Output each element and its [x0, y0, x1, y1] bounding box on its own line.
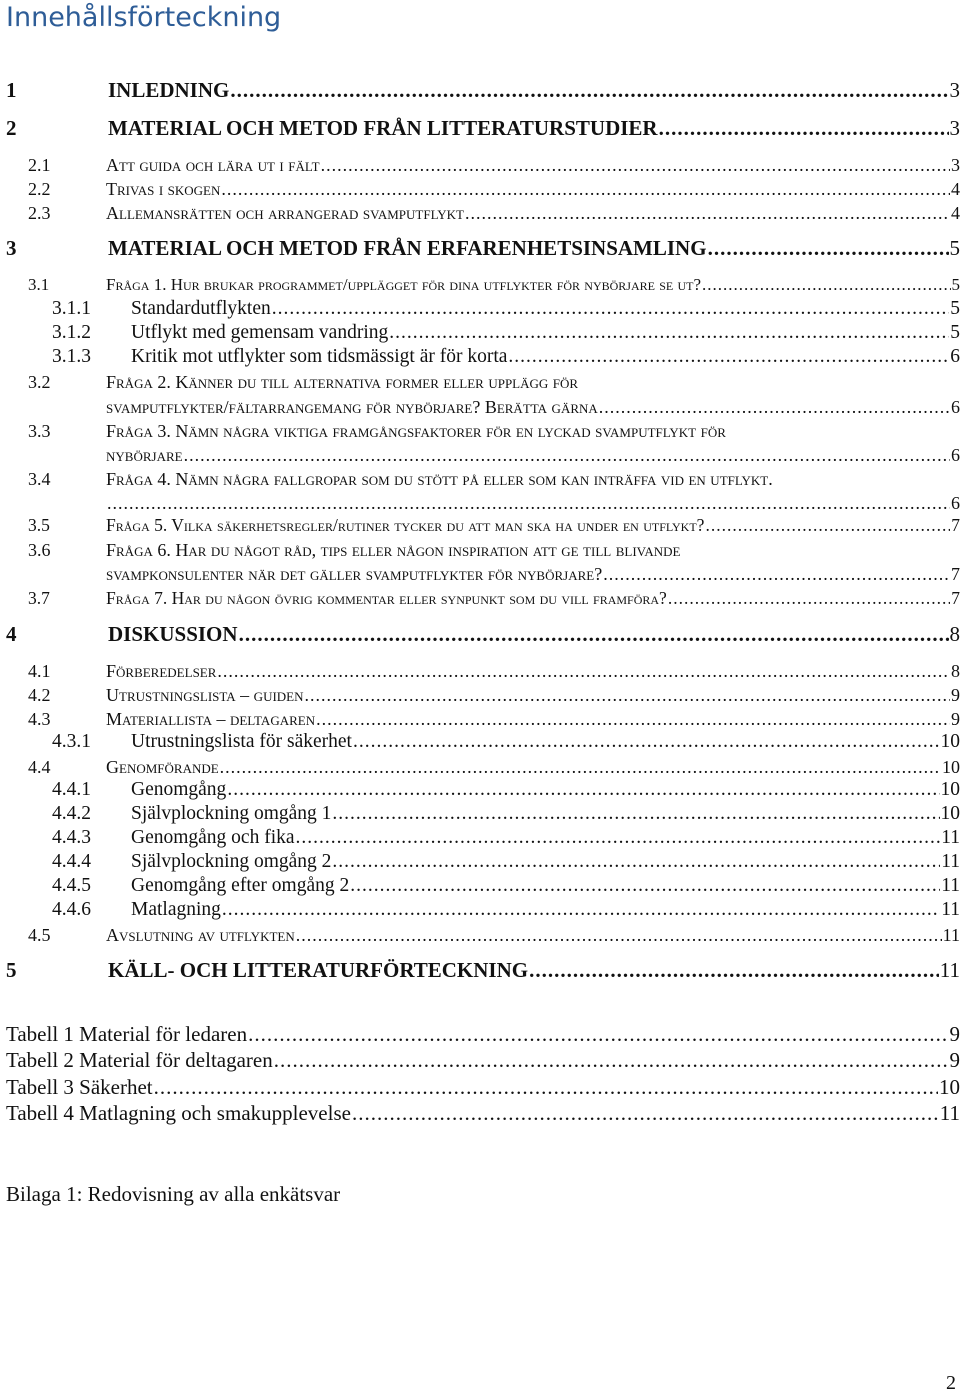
page-number: 2	[946, 1372, 956, 1394]
toc-entry-title: KÄLL- OCH LITTERATURFÖRTECKNING	[108, 958, 529, 982]
dot-leader	[296, 925, 942, 946]
toc-entry-page: 6	[951, 445, 960, 465]
dot-leader	[321, 155, 950, 176]
toc-entry-title: Fråga 5. Vilka säkerhetsregler/rutiner tycker du att man ska ha under en utflykt?	[106, 515, 705, 535]
toc-entry-number: 2.1	[28, 155, 51, 175]
toc-entry-title-continued: svampkonsulenter när det gäller svamputflykter för nybörjare?	[106, 564, 603, 584]
dot-leader	[220, 757, 941, 778]
table-entry-page: 9	[949, 1048, 960, 1072]
toc-entry-4-5[interactable]	[0, 925, 960, 946]
toc-entry-page: 5	[950, 322, 960, 343]
toc-entry-title: Fråga 4. Nämn några fallgropar som du stött på eller som kan inträffa vid en utflykt.	[106, 469, 773, 489]
toc-entry-number: 3.1.2	[52, 322, 91, 343]
dot-leader	[217, 661, 950, 682]
dot-leader	[272, 298, 950, 320]
toc-entry-number: 4.3.1	[52, 731, 91, 752]
toc-entry-number: 4.4.5	[52, 875, 91, 896]
dot-leader	[227, 779, 939, 801]
toc-entry-number: 4.4.1	[52, 779, 91, 800]
table-list-entry-2[interactable]	[0, 1048, 960, 1073]
toc-entry-page: 7	[951, 588, 960, 608]
toc-entry-page: 8	[951, 661, 960, 681]
dot-leader	[296, 827, 941, 849]
toc-entry-number: 3.5	[28, 515, 50, 535]
toc-entry-title: Utrustningslista – guiden	[106, 685, 304, 705]
toc-entry-page: 6	[951, 493, 960, 513]
toc-entry-title: Allemansrätten och arrangerad svamputflykt	[106, 203, 464, 223]
dot-leader	[154, 1075, 938, 1100]
toc-entry-title: Standardutflykten	[131, 298, 271, 319]
dot-leader	[705, 515, 950, 536]
toc-entry-page: 11	[941, 899, 960, 920]
table-entry-page: 10	[939, 1075, 960, 1099]
toc-entry-page: 11	[941, 851, 960, 872]
toc-entry-4[interactable]	[0, 622, 960, 647]
toc-entry-title: Trivas i skogen	[106, 179, 221, 199]
toc-entry-number: 4.4	[28, 757, 51, 777]
toc-entry-number: 3.6	[28, 540, 51, 560]
table-entry-title: Tabell 2 Material för deltagaren	[6, 1048, 273, 1072]
toc-entry-4-3[interactable]	[0, 709, 960, 730]
toc-entry-title: Att guida och lära ut i fält	[106, 155, 320, 175]
toc-entry-title-continued: nybörjare	[106, 445, 183, 465]
toc-entry-page: 10	[940, 731, 960, 752]
toc-entry-page: 4	[951, 203, 960, 223]
toc-entry-3-5[interactable]	[0, 515, 960, 536]
toc-entry-2-2[interactable]	[0, 179, 960, 200]
appendix-line: Bilaga 1: Redovisning av alla enkätsvar	[6, 1182, 341, 1206]
toc-entry-title: Genomförande	[106, 757, 219, 777]
toc-entry-2-1[interactable]	[0, 155, 960, 176]
toc-entry-page: 11	[939, 958, 960, 982]
dot-leader	[305, 685, 950, 706]
toc-entry-4-1[interactable]	[0, 661, 960, 682]
toc-entry-page: 3	[949, 78, 960, 102]
toc-entry-page: 5	[950, 298, 960, 319]
table-list-entry-1[interactable]	[0, 1022, 960, 1047]
table-entry-page: 11	[939, 1101, 960, 1125]
toc-entry-number: 4.3	[28, 709, 51, 729]
toc-entry-4-4-5[interactable]	[0, 875, 960, 897]
dot-leader	[222, 899, 940, 921]
toc-entry-title: Fråga 2. Känner du till alternativa former eller upplägg för	[106, 372, 579, 392]
toc-entry-number: 4.4.4	[52, 851, 91, 872]
toc-entry-number: 4.1	[28, 661, 51, 681]
toc-entry-number: 3.1.3	[52, 346, 91, 367]
toc-entry-number: 3.4	[28, 469, 51, 489]
dot-leader	[353, 731, 940, 753]
dot-leader	[184, 445, 950, 466]
toc-entry-title: Självplockning omgång 1	[131, 803, 332, 824]
toc-entry-number: 3	[6, 236, 17, 260]
toc-entry-page: 11	[942, 925, 960, 945]
toc-entry-title-continued: svamputflykter/fältarrangemang för nybörjare? Berätta gärna	[106, 397, 598, 417]
toc-entry-2-3[interactable]	[0, 203, 960, 224]
toc-entry-page: 3	[949, 116, 960, 140]
toc-entry-title: Genomgång efter omgång 2	[131, 875, 350, 896]
toc-entry-4-4[interactable]	[0, 757, 960, 778]
toc-entry-page: 11	[941, 827, 960, 848]
toc-entry-4-4-3[interactable]	[0, 827, 960, 849]
toc-entry-page: 10	[940, 779, 960, 800]
toc-entry-2[interactable]	[0, 116, 960, 141]
toc-entry-title: Fråga 3. Nämn några viktiga framgångsfaktorer för en lyckad svamputflykt för	[106, 421, 726, 441]
toc-entry-page: 8	[949, 622, 960, 646]
toc-entry-title: Självplockning omgång 2	[131, 851, 332, 872]
toc-entry-title: Matlagning	[131, 899, 221, 920]
table-list-entry-3[interactable]	[0, 1075, 960, 1100]
toc-entry-3-1-2[interactable]	[0, 322, 960, 344]
toc-entry-number: 4.2	[28, 685, 51, 705]
toc-entry-title: Utrustningslista för säkerhet	[131, 731, 352, 752]
toc-entry-number: 3.1.1	[52, 298, 91, 319]
toc-entry-4-4-6[interactable]	[0, 899, 960, 921]
toc-entry-number: 1	[6, 78, 17, 102]
table-entry-title: Tabell 3 Säkerhet	[6, 1075, 153, 1099]
toc-entry-4-3-1[interactable]	[0, 731, 960, 753]
toc-entry-title: Kritik mot utflykter som tidsmässigt är för korta	[131, 346, 508, 367]
toc-entry-page: 9	[951, 685, 960, 705]
dot-leader	[708, 236, 949, 261]
dot-leader	[599, 397, 950, 418]
toc-entry-4-4-2[interactable]	[0, 803, 960, 825]
dot-leader	[316, 709, 950, 730]
toc-entry-title: MATERIAL OCH METOD FRÅN ERFARENHETSINSAMLING	[108, 236, 707, 260]
toc-entry-title: Fråga 7. Har du någon övrig kommentar eller synpunkt som du vill framföra?	[106, 588, 667, 608]
toc-heading: Innehållsförteckning	[6, 2, 282, 33]
toc-entry-title: INLEDNING	[108, 78, 230, 102]
toc-entry-page: 7	[951, 564, 960, 584]
dot-leader	[508, 346, 949, 368]
dot-leader	[230, 78, 948, 103]
toc-entry-number: 3.3	[28, 421, 51, 441]
toc-entry-page: 6	[951, 397, 960, 417]
dot-leader	[389, 322, 949, 344]
dot-leader	[702, 275, 950, 295]
toc-entry-3-7[interactable]	[0, 588, 960, 609]
dot-leader	[107, 493, 950, 514]
toc-entry-title: Fråga 1. Hur brukar programmet/upplägget för dina utflykter för nybörjare se ut?	[106, 275, 702, 294]
table-entry-title: Tabell 4 Matlagning och smakupplevelse	[6, 1101, 351, 1125]
dot-leader	[239, 622, 949, 647]
toc-entry-page: 5	[951, 275, 960, 294]
toc-entry-number: 3.7	[28, 588, 50, 608]
toc-entry-4-2[interactable]	[0, 685, 960, 706]
toc-entry-number: 2.2	[28, 179, 51, 199]
toc-entry-number: 4.5	[28, 925, 51, 945]
dot-leader	[352, 1101, 939, 1126]
toc-entry-page: 11	[941, 875, 960, 896]
toc-entry-number: 5	[6, 958, 17, 982]
dot-leader	[350, 875, 940, 897]
dot-leader	[332, 851, 940, 873]
toc-entry-title: Genomgång	[131, 779, 227, 800]
toc-entry-page: 5	[949, 236, 960, 260]
toc-entry-page: 3	[951, 155, 960, 175]
dot-leader	[465, 203, 950, 224]
toc-entry-title: Fråga 6. Har du något råd, tips eller någon inspiration att ge till blivande	[106, 540, 681, 560]
toc-entry-title: Genomgång och fika	[131, 827, 295, 848]
toc-entry-number: 4.4.3	[52, 827, 91, 848]
toc-entry-1[interactable]	[0, 78, 960, 103]
toc-entry-title: DISKUSSION	[108, 622, 238, 646]
dot-leader	[668, 588, 950, 609]
toc-entry-number: 2	[6, 116, 17, 140]
toc-entry-number: 4	[6, 622, 17, 646]
dot-leader	[529, 958, 939, 983]
toc-entry-page: 10	[940, 803, 960, 824]
toc-entry-page: 9	[951, 709, 960, 729]
toc-entry-3-1[interactable]	[0, 275, 960, 295]
toc-entry-number: 4.4.6	[52, 899, 91, 920]
dot-leader	[221, 179, 950, 200]
dot-leader	[274, 1048, 949, 1073]
toc-entry-4-4-1[interactable]	[0, 779, 960, 801]
toc-entry-title: Utflykt med gemensam vandring	[131, 322, 389, 343]
toc-entry-page: 4	[951, 179, 960, 199]
toc-entry-page: 7	[951, 515, 960, 535]
toc-entry-title: Materiallista – deltagaren	[106, 709, 316, 729]
toc-entry-number: 3.2	[28, 372, 51, 392]
toc-entry-number: 2.3	[28, 203, 51, 223]
toc-entry-number: 3.1	[28, 275, 50, 294]
toc-entry-title: Avslutning av utflykten	[106, 925, 295, 945]
toc-entry-3-1-1[interactable]	[0, 298, 960, 320]
toc-entry-3[interactable]	[0, 236, 960, 261]
dot-leader	[248, 1022, 948, 1047]
toc-entry-title: MATERIAL OCH METOD FRÅN LITTERATURSTUDIER	[108, 116, 658, 140]
table-entry-page: 9	[949, 1022, 960, 1046]
toc-entry-title: Förberedelser	[106, 661, 217, 681]
dot-leader	[659, 116, 949, 141]
dot-leader	[332, 803, 939, 825]
toc-entry-3-1-3[interactable]	[0, 346, 960, 368]
dot-leader	[603, 564, 950, 585]
toc-entry-page: 10	[942, 757, 960, 777]
toc-entry-4-4-4[interactable]	[0, 851, 960, 873]
table-list-entry-4[interactable]	[0, 1101, 960, 1126]
table-entry-title: Tabell 1 Material för ledaren	[6, 1022, 248, 1046]
toc-entry-page: 6	[950, 346, 960, 367]
toc-entry-5[interactable]	[0, 958, 960, 983]
toc-entry-number: 4.4.2	[52, 803, 91, 824]
